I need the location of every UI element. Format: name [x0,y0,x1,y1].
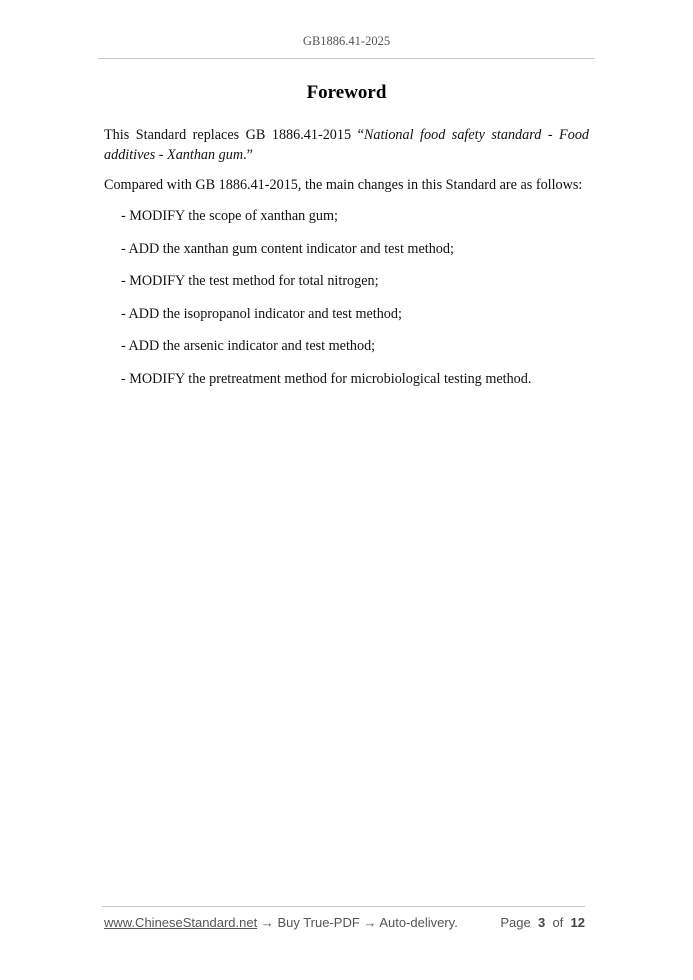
page-title: Foreword [306,82,387,103]
change-item: - ADD the arsenic indicator and test method; [121,338,376,354]
replacement-line-1 [104,125,589,145]
footer-divider [102,906,585,907]
change-item: - ADD the xanthan gum content indicator and test method; [121,240,454,257]
auto-delivery-text: Auto-delivery. [379,915,458,930]
changes-list [121,206,531,401]
page-label: Page [500,915,531,930]
replacement-paragraph [104,125,589,165]
change-item: - MODIFY the pretreatment method for microbiological testing method. [121,370,532,387]
change-item: - MODIFY the scope of xanthan gum; [121,208,338,224]
arrow-right-icon: → [257,915,278,930]
arrow-right-icon: → [359,915,380,930]
page-number [500,915,585,930]
replacement-suffix: .” [243,147,253,163]
header-divider [98,58,595,59]
standard-title-italic-2: additives - Xanthan gum [104,147,244,163]
replacement-line-2 [104,147,253,163]
change-item: - ADD the isopropanol indicator and test method; [121,305,402,322]
footer-promo [104,915,458,930]
page-footer [104,915,585,935]
total-pages: 12 [570,915,585,930]
changes-intro-paragraph: Compared with GB 1886.41-2015, the main changes in this Standard are as follows: [104,177,583,193]
buy-true-pdf-text: Buy True-PDF [277,915,360,930]
page-header-doc-code: GB1886.41-2025 [302,34,391,48]
change-item: - MODIFY the test method for total nitrogen; [121,273,379,289]
standard-title-italic-1: National food safety standard - Food [363,127,590,143]
chinesestandard-link[interactable]: www.ChineseStandard.net [104,915,258,930]
replacement-text: This Standard replaces GB 1886.41-2015 “ [104,127,364,143]
current-page: 3 [537,915,546,930]
of-label: of [552,915,564,930]
